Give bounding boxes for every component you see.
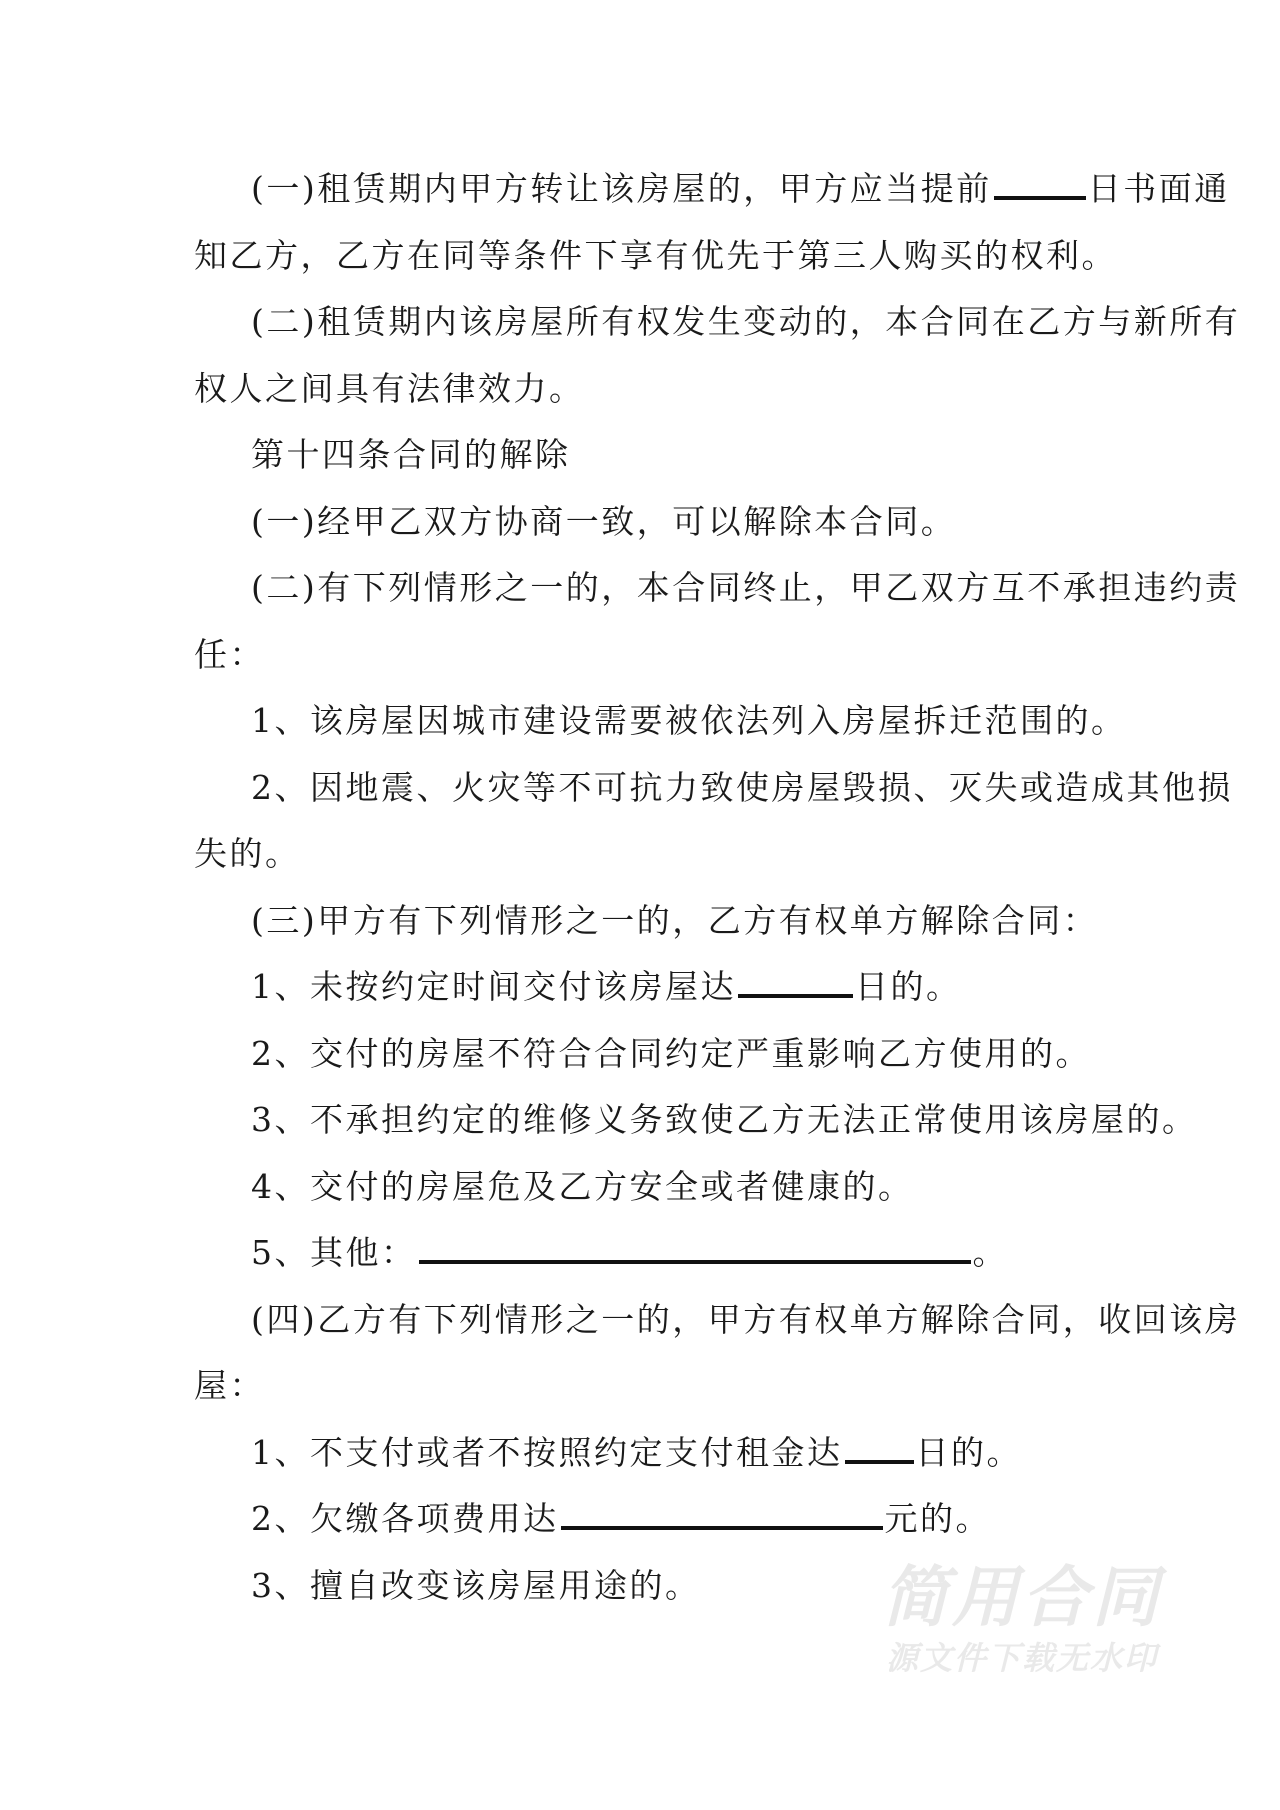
text-segment: 屋： — [194, 1366, 265, 1405]
paragraph-line — [194, 1486, 1078, 1553]
text-segment: (三)甲方有下列情形之一的，乙方有权单方解除合同： — [251, 900, 1099, 940]
paragraph-line — [194, 1420, 1078, 1487]
text-segment: 知乙方，乙方在同等条件下享有优先于第三人购买的权利。 — [194, 235, 1117, 275]
text-segment: 5、其他： — [251, 1233, 417, 1272]
paragraph-line — [194, 1154, 1078, 1221]
text-segment: (二)有下列情形之一的，本合同终止，甲乙双方互不承担违约责 — [251, 568, 1241, 607]
text-segment: 日的。 — [855, 967, 962, 1006]
text-segment: 3、擅自改变该房屋用途的。 — [251, 1565, 701, 1605]
text-segment: 1、未按约定时间交付该房屋达 — [251, 967, 736, 1006]
paragraph-line — [194, 422, 1078, 489]
watermark-title: 简用合同 — [882, 1559, 1162, 1636]
text-segment: 1、不支付或者不按照约定支付租金达 — [251, 1432, 843, 1472]
watermark — [872, 1560, 1172, 1680]
paragraph-continuation-line — [194, 223, 1117, 290]
text-segment: (一)经甲乙双方协商一致，可以解除本合同。 — [251, 501, 957, 541]
text-segment: 2、因地震、火灾等不可抗力致使房屋毁损、灭失或造成其他损 — [251, 767, 1233, 807]
text-segment: 1、该房屋因城市建设需要被依法列入房屋拆迁范围的。 — [251, 701, 1127, 740]
text-segment: 4、交付的房屋危及乙方安全或者健康的。 — [251, 1166, 914, 1206]
paragraph-line — [194, 1287, 1241, 1354]
text-segment: 日书面通 — [1087, 169, 1230, 208]
paragraph-continuation-line — [194, 1353, 1078, 1420]
paragraph-line — [194, 1021, 1091, 1088]
text-segment: 失的。 — [194, 834, 301, 873]
text-segment: 2、欠缴各项费用达 — [251, 1499, 559, 1538]
text-segment: 元的。 — [884, 1499, 991, 1538]
paragraph-line — [194, 555, 1241, 622]
paragraph-line — [194, 755, 1233, 822]
fill-in-blank — [419, 1238, 971, 1264]
text-segment: 3、不承担约定的维修义务致使乙方无法正常使用该房屋的。 — [251, 1100, 1198, 1139]
text-segment: (四)乙方有下列情形之一的，甲方有权单方解除合同，收回该房 — [251, 1299, 1241, 1339]
fill-in-blank — [994, 174, 1086, 200]
text-segment: 权人之间具有法律效力。 — [194, 368, 585, 408]
text-segment: (二)租赁期内该房屋所有权发生变动的，本合同在乙方与新所有 — [251, 302, 1241, 341]
text-segment: 任： — [194, 634, 265, 674]
paragraph-line — [194, 888, 1099, 955]
paragraph-line — [194, 954, 1078, 1021]
watermark-subtitle: 源文件下载无水印 — [885, 1639, 1158, 1677]
text-segment: 日的。 — [915, 1432, 1022, 1472]
paragraph-continuation-line — [194, 821, 1078, 888]
paragraph-line — [194, 1087, 1198, 1154]
text-segment: 。 — [972, 1233, 1008, 1272]
text-segment: 2、交付的房屋不符合合同约定严重影响乙方使用的。 — [251, 1033, 1091, 1073]
paragraph-line — [194, 156, 1230, 223]
document-body — [194, 156, 1241, 1619]
paragraph-line — [194, 489, 1078, 556]
fill-in-blank — [845, 1438, 914, 1464]
paragraph-continuation-line — [194, 622, 1078, 689]
paragraph-line — [194, 1220, 1078, 1287]
fill-in-blank — [738, 972, 853, 998]
text-segment: 第十四条合同的解除 — [251, 435, 571, 474]
paragraph-line — [194, 688, 1127, 755]
fill-in-blank — [561, 1504, 883, 1530]
text-segment: (一)租赁期内甲方转让该房屋的，甲方应当提前 — [251, 169, 992, 208]
paragraph-continuation-line — [194, 356, 1078, 423]
paragraph-line — [194, 289, 1241, 356]
